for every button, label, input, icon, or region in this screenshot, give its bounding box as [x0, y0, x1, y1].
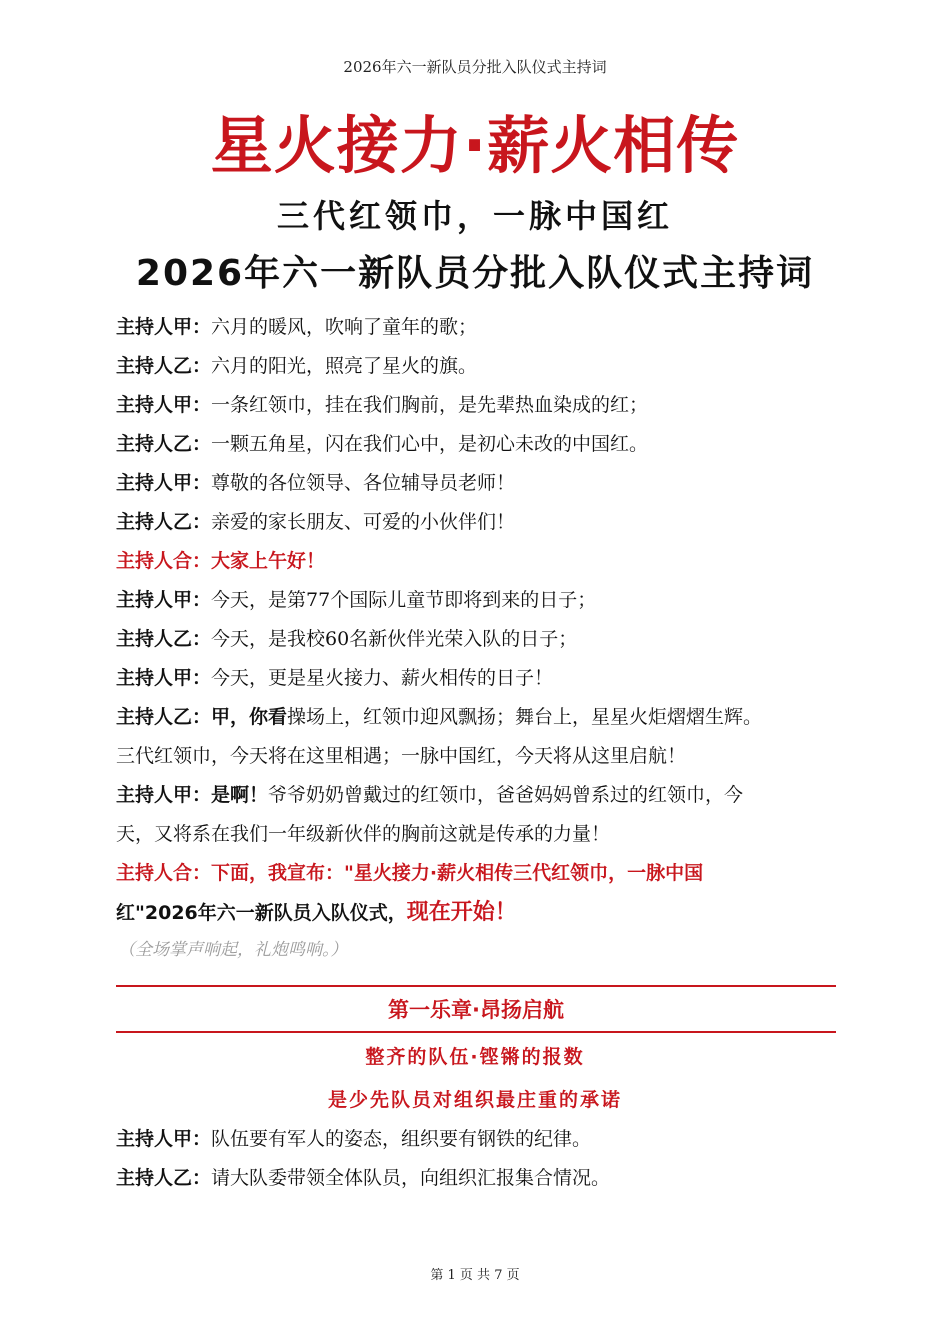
host-role: 主持人甲： [116, 394, 212, 416]
chapter-motto-1: 整齐的队伍·铿锵的报数 [365, 1046, 585, 1068]
host-role: 主持人甲： [116, 784, 212, 806]
script-line [116, 620, 836, 659]
host-role: 主持人乙： [116, 355, 212, 377]
host-role: 主持人乙： [116, 628, 212, 650]
script-line-joint [116, 542, 836, 581]
document-title: 2026年六一新队员分批入队仪式主持词 [135, 253, 815, 294]
line-text: 今天，是我校60名新伙伴光荣入队的日子； [211, 628, 578, 650]
start-announcement: 现在开始！ [406, 900, 517, 925]
main-title: 星火接力·薪火相传 [210, 109, 740, 182]
script-line [116, 581, 836, 620]
script-line [116, 1159, 836, 1198]
host-script-chapter-1 [116, 1120, 836, 1198]
line-text: 今天，更是星火接力、薪火相传的日子！ [211, 667, 554, 689]
line-text: 亲爱的家长朋友、可爱的小伙伴们！ [211, 511, 516, 533]
script-line [116, 659, 836, 698]
line-text: 一颗五角星，闪在我们心中，是初心未改的中国红。 [211, 433, 649, 455]
line-text: 操场上，红领巾迎风飘扬；舞台上，星星火炬熠熠生辉。 [287, 706, 763, 728]
line-emphasis: 甲，你看 [211, 706, 288, 728]
script-line [116, 698, 836, 737]
subtitle-slogan: 三代红领巾，一脉中国红 [276, 197, 673, 235]
script-line [116, 308, 836, 347]
script-line [116, 347, 836, 386]
line-text: 天，又将系在我们一年级新伙伴的胸前这就是传承的力量！ [116, 823, 611, 845]
page-number-footer: 第 1 页 共 7 页 [430, 1268, 520, 1283]
line-text: 尊敬的各位领导、各位辅导员老师！ [211, 472, 516, 494]
line-text: 请大队委带领全体队员，向组织汇报集合情况。 [211, 1167, 611, 1189]
script-line-continued [116, 893, 836, 933]
host-role: 主持人乙： [116, 433, 212, 455]
script-line-continued [116, 815, 836, 854]
script-line [116, 503, 836, 542]
line-text: 一条红领巾，挂在我们胸前，是先辈热血染成的红； [211, 394, 649, 416]
host-role: 主持人合： [116, 862, 212, 884]
chapter-heading [116, 985, 836, 1033]
line-emphasis: 是啊！ [211, 784, 269, 806]
running-header: 2026年六一新队员分批入队仪式主持词 [343, 58, 607, 76]
host-role: 主持人乙： [116, 706, 212, 728]
script-line [116, 425, 836, 464]
host-role: 主持人甲： [116, 472, 212, 494]
stage-direction: （全场掌声响起，礼炮鸣响。） [118, 940, 348, 960]
script-line [116, 776, 836, 815]
host-role: 主持人甲： [116, 1128, 212, 1150]
script-line [116, 1120, 836, 1159]
script-line-continued [116, 737, 836, 776]
line-text: 六月的暖风，吹响了童年的歌； [211, 316, 478, 338]
host-role: 主持人合： [116, 550, 212, 572]
line-text: 大家上午好！ [211, 550, 326, 572]
line-text: 三代红领巾，今天将在这里相遇；一脉中国红，今天将从这里启航！ [116, 745, 687, 767]
line-text: 六月的阳光，照亮了星火的旗。 [211, 355, 478, 377]
host-script [116, 308, 836, 967]
line-text: 队伍要有军人的姿态，组织要有钢铁的纪律。 [211, 1128, 592, 1150]
host-role: 主持人乙： [116, 511, 212, 533]
script-line [116, 386, 836, 425]
script-line [116, 464, 836, 503]
chapter-motto-2: 是少先队员对组织最庄重的承诺 [327, 1089, 622, 1111]
line-text: 今天，是第77个国际儿童节即将到来的日子； [211, 589, 597, 611]
chapter-title: 第一乐章·昂扬启航 [388, 998, 564, 1022]
script-line-announcement [116, 854, 836, 893]
line-text: 红"2026年六一新队员入队仪式， [116, 902, 407, 924]
line-text: 下面，我宣布："星火接力·薪火相传三代红领巾，一脉中国 [211, 862, 704, 884]
host-role: 主持人乙： [116, 1167, 212, 1189]
host-role: 主持人甲： [116, 316, 212, 338]
line-text: 爷爷奶奶曾戴过的红领巾，爸爸妈妈曾系过的红领巾，今 [268, 784, 744, 806]
host-role: 主持人甲： [116, 589, 212, 611]
host-role: 主持人甲： [116, 667, 212, 689]
